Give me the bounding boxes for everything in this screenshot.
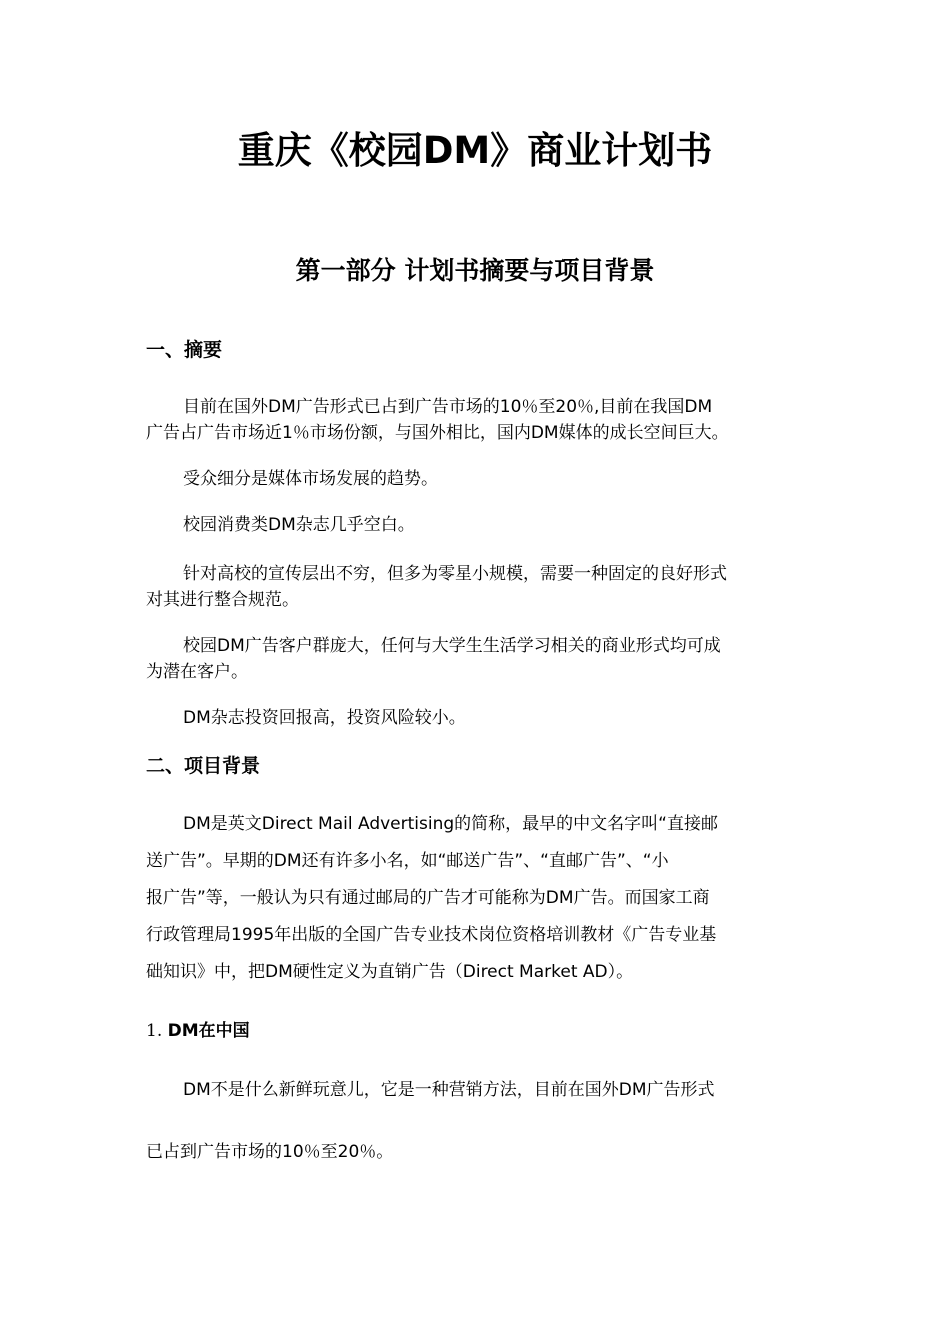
- summary-heading: 一、摘要: [146, 339, 223, 361]
- dm-china-number: 1.: [146, 1021, 163, 1041]
- document-title: 重庆《校园DM》商业计划书: [237, 129, 713, 172]
- dm-china-heading-text: DM在中国: [167, 1021, 250, 1041]
- background-line-3: 报广告”等，一般认为只有通过邮局的广告才可能称为DM广告。而国家工商: [146, 888, 710, 908]
- summary-para4-line2: 对其进行整合规范。: [146, 590, 299, 610]
- summary-para5-line2: 为潜在客户。: [146, 662, 248, 682]
- background-line-1: DM是英文Direct Mail Advertising的简称，最早的中文名字叫“直接邮: [183, 814, 718, 834]
- summary-para3: 校园消费类DM杂志几乎空白。: [183, 515, 415, 535]
- summary-para1-line2: 广告占广告市场近1％市场份额，与国外相比，国内DM媒体的成长空间巨大。: [146, 423, 729, 443]
- summary-para5-line1: 校园DM广告客户群庞大，任何与大学生生活学习相关的商业形式均可成: [183, 636, 721, 656]
- summary-para2: 受众细分是媒体市场发展的趋势。: [183, 469, 438, 489]
- part-one-title: 第一部分 计划书摘要与项目背景: [295, 256, 655, 285]
- background-heading: 二、项目背景: [146, 755, 261, 777]
- summary-para1-line1: 目前在国外DM广告形式已占到广告市场的10％至20％,目前在我国DM: [183, 397, 713, 417]
- dm-china-line-2: 已占到广告市场的10％至20％。: [146, 1142, 394, 1162]
- background-line-5: 础知识》中，把DM硬性定义为直销广告（Direct Market AD）。: [146, 962, 634, 982]
- dm-china-heading: [146, 1018, 250, 1044]
- summary-para4-line1: 针对高校的宣传层出不穷，但多为零星小规模，需要一种固定的良好形式: [183, 564, 727, 584]
- summary-para6: DM杂志投资回报高，投资风险较小。: [183, 708, 466, 728]
- background-line-2: 送广告”。早期的DM还有许多小名，如“邮送广告”、“直邮广告”、“小: [146, 851, 669, 871]
- dm-china-line-1: DM不是什么新鲜玩意儿，它是一种营销方法，目前在国外DM广告形式: [183, 1080, 715, 1100]
- background-line-4: 行政管理局1995年出版的全国广告专业技术岗位资格培训教材《广告专业基: [146, 925, 717, 945]
